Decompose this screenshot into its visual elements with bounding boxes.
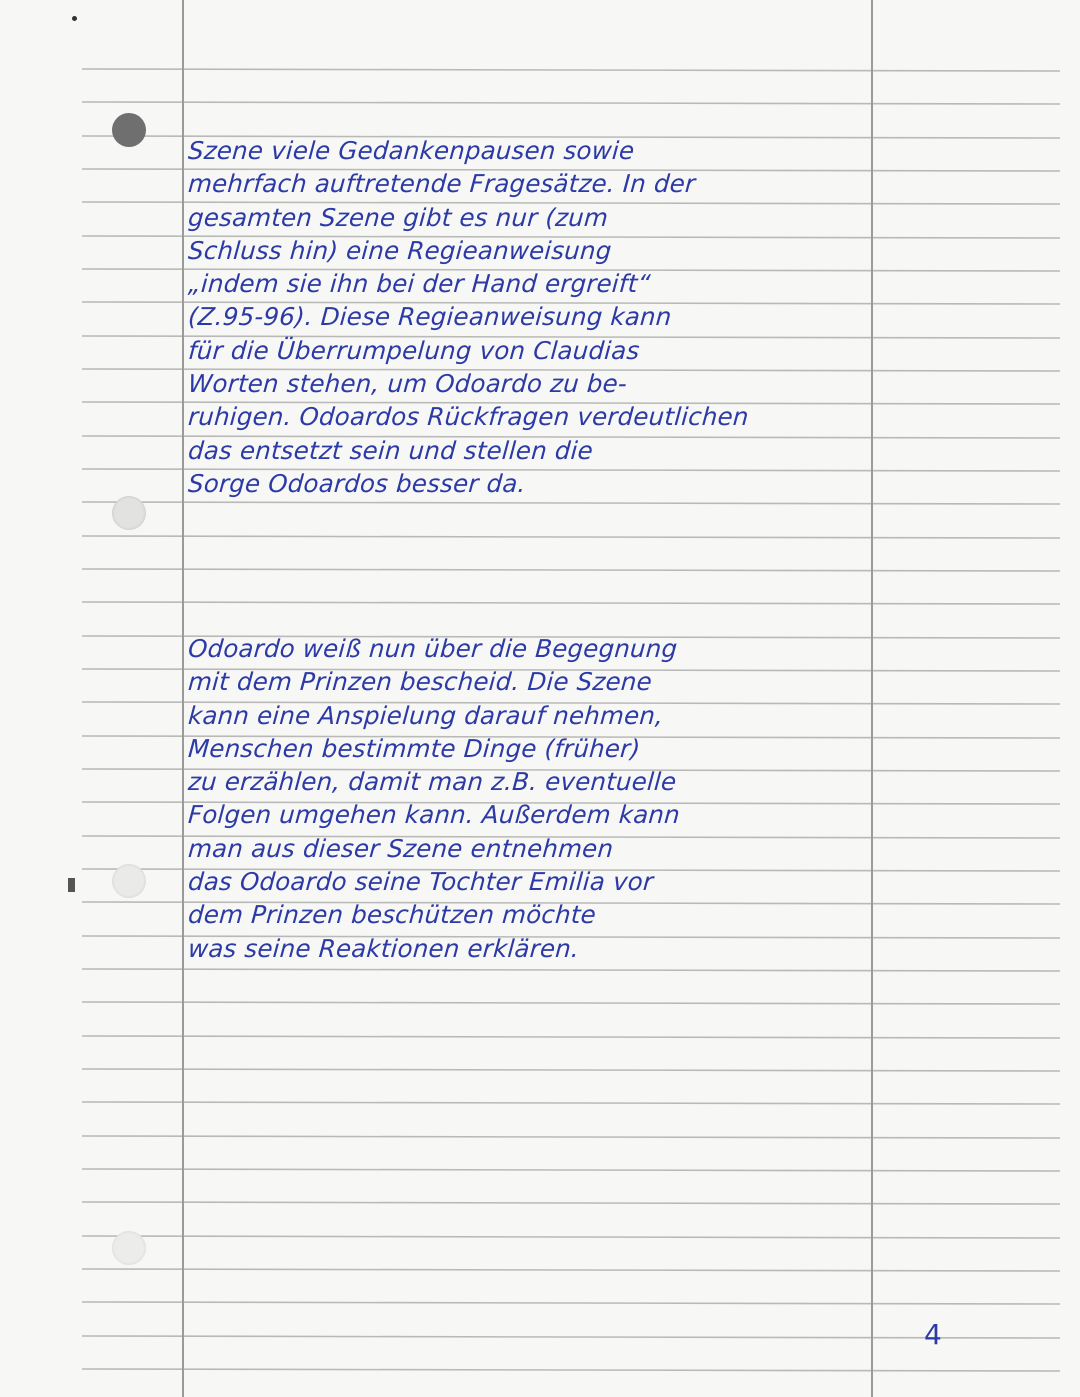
text-line: für die Überrumpelung von Claudias [187, 335, 641, 365]
punch-hole [112, 496, 146, 530]
text-line: Odoardo weiß nun über die Begegnung [187, 634, 679, 663]
paragraph-1 [187, 134, 887, 500]
text-line: Schluss hin) eine Regieanweisung [187, 235, 613, 265]
paragraph-2 [187, 632, 887, 965]
text-line: ruhigen. Odoardos Rückfragen verdeutlichen [187, 402, 750, 432]
text-line: das entsetzt sein und stellen die [187, 435, 595, 465]
punch-hole [112, 113, 146, 147]
text-line: Sorge Odoardos besser da. [187, 468, 527, 498]
edge-mark [72, 16, 77, 21]
text-line: kann eine Anspielung darauf nehmen, [187, 700, 665, 730]
text-line: man aus dieser Szene entnehmen [187, 833, 615, 863]
text-line: dem Prinzen beschützen möchte [187, 900, 598, 930]
text-line: mehrfach auftretende Fragesätze. In der [187, 169, 697, 199]
text-line: das Odoardo seine Tochter Emilia vor [187, 867, 655, 897]
text-line: Worten stehen, um Odoardo zu be- [187, 369, 629, 399]
edge-mark [68, 878, 75, 892]
punch-hole [112, 864, 146, 898]
text-line: gesamten Szene gibt es nur (zum [187, 202, 610, 232]
text-line: Folgen umgehen kann. Außerdem kann [187, 800, 682, 830]
text-line: zu erzählen, damit man z.B. eventuelle [187, 767, 678, 797]
text-line: Szene viele Gedankenpausen sowie [187, 136, 636, 165]
punch-hole [112, 1231, 146, 1265]
text-line: (Z.95-96). Diese Regieanweisung kann [187, 302, 673, 332]
text-line: „indem sie ihn bei der Hand ergreift“ [187, 269, 652, 299]
page-number: 4 [924, 1318, 942, 1351]
text-line: was seine Reaktionen erklären. [187, 933, 581, 963]
text-line: Menschen bestimmte Dinge (früher) [187, 733, 642, 763]
text-line: mit dem Prinzen bescheid. Die Szene [187, 667, 653, 697]
